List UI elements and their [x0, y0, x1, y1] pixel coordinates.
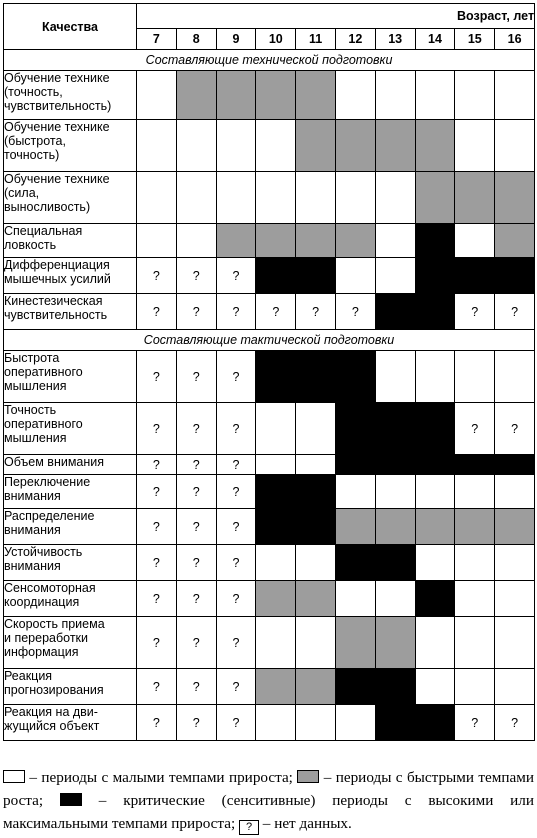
cell-slow-growth-age-15: [455, 71, 495, 120]
cell-no-data-age-9: ?: [216, 403, 256, 455]
quality-row: [4, 617, 535, 669]
cell-fast-growth-age-10: [256, 581, 296, 617]
cell-slow-growth-age-11: [296, 455, 336, 475]
cell-no-data-age-8: ?: [176, 475, 216, 509]
cell-critical-age-10: [256, 475, 296, 509]
quality-label: Точность оперативного мышления: [4, 403, 137, 455]
cell-fast-growth-age-15: [455, 509, 495, 545]
section-header-row: [4, 330, 535, 351]
cell-no-data-age-7: ?: [137, 581, 177, 617]
cell-fast-growth-age-16: [495, 224, 535, 258]
cell-no-data-age-8: ?: [176, 294, 216, 330]
cell-fast-growth-age-13: [375, 509, 415, 545]
cell-critical-age-14: [415, 224, 455, 258]
cell-fast-growth-age-11: [296, 120, 336, 172]
cell-slow-growth-age-16: [495, 71, 535, 120]
cell-no-data-age-8: ?: [176, 705, 216, 741]
cell-slow-growth-age-9: [216, 172, 256, 224]
cell-critical-age-14: [415, 294, 455, 330]
cell-slow-growth-age-12: [335, 172, 375, 224]
cell-slow-growth-age-15: [455, 669, 495, 705]
cell-no-data-age-12: ?: [335, 294, 375, 330]
cell-no-data-age-9: ?: [216, 545, 256, 581]
legend-swatch-black: [60, 793, 82, 806]
cell-fast-growth-age-8: [176, 71, 216, 120]
cell-no-data-age-16: ?: [495, 705, 535, 741]
cell-fast-growth-age-10: [256, 71, 296, 120]
cell-fast-growth-age-16: [495, 509, 535, 545]
cell-no-data-age-16: ?: [495, 403, 535, 455]
cell-slow-growth-age-15: [455, 224, 495, 258]
cell-no-data-age-15: ?: [455, 403, 495, 455]
cell-slow-growth-age-15: [455, 475, 495, 509]
cell-fast-growth-age-12: [335, 509, 375, 545]
cell-slow-growth-age-14: [415, 617, 455, 669]
cell-critical-age-11: [296, 475, 336, 509]
section-header-row: [4, 50, 535, 71]
cell-slow-growth-age-16: [495, 581, 535, 617]
cell-critical-age-11: [296, 258, 336, 294]
cell-no-data-age-7: ?: [137, 545, 177, 581]
cell-fast-growth-age-11: [296, 224, 336, 258]
cell-slow-growth-age-11: [296, 403, 336, 455]
quality-label: Кинестезическая чувствительность: [4, 294, 137, 330]
quality-label: Реакция прогнозирования: [4, 669, 137, 705]
cell-fast-growth-age-14: [415, 120, 455, 172]
age-column-header: Возраст, лет: [137, 4, 535, 29]
cell-critical-age-10: [256, 258, 296, 294]
quality-row: [4, 509, 535, 545]
cell-slow-growth-age-13: [375, 224, 415, 258]
quality-label: Сенсомоторная координация: [4, 581, 137, 617]
cell-slow-growth-age-7: [137, 71, 177, 120]
cell-no-data-age-9: ?: [216, 294, 256, 330]
age-header-16: 16: [495, 29, 535, 50]
cell-fast-growth-age-9: [216, 71, 256, 120]
cell-no-data-age-7: ?: [137, 455, 177, 475]
cell-no-data-age-9: ?: [216, 581, 256, 617]
cell-critical-age-14: [415, 403, 455, 455]
quality-label: Быстрота оперативного мышления: [4, 351, 137, 403]
cell-no-data-age-15: ?: [455, 294, 495, 330]
quality-row: [4, 545, 535, 581]
cell-slow-growth-age-7: [137, 224, 177, 258]
cell-slow-growth-age-16: [495, 545, 535, 581]
cell-slow-growth-age-15: [455, 351, 495, 403]
quality-row: [4, 669, 535, 705]
cell-critical-age-13: [375, 403, 415, 455]
cell-fast-growth-age-12: [335, 120, 375, 172]
cell-no-data-age-9: ?: [216, 617, 256, 669]
cell-no-data-age-7: ?: [137, 475, 177, 509]
cell-critical-age-12: [335, 403, 375, 455]
quality-label: Обучение технике (сила, выносливость): [4, 172, 137, 224]
cell-no-data-age-9: ?: [216, 475, 256, 509]
cell-no-data-age-7: ?: [137, 403, 177, 455]
cell-slow-growth-age-14: [415, 351, 455, 403]
quality-row: [4, 475, 535, 509]
cell-slow-growth-age-8: [176, 224, 216, 258]
cell-slow-growth-age-14: [415, 475, 455, 509]
quality-label: Распределение внимания: [4, 509, 137, 545]
cell-critical-age-12: [335, 455, 375, 475]
quality-row: [4, 120, 535, 172]
cell-fast-growth-age-14: [415, 172, 455, 224]
cell-slow-growth-age-7: [137, 120, 177, 172]
cell-critical-age-12: [335, 545, 375, 581]
cell-slow-growth-age-13: [375, 71, 415, 120]
qualities-column-header: Качества: [4, 4, 137, 50]
cell-slow-growth-age-15: [455, 581, 495, 617]
age-header-15: 15: [455, 29, 495, 50]
quality-label: Переключение внимания: [4, 475, 137, 509]
cell-no-data-age-8: ?: [176, 669, 216, 705]
cell-slow-growth-age-12: [335, 475, 375, 509]
section-title: Составляющие тактической подготовки: [4, 330, 535, 351]
cell-no-data-age-9: ?: [216, 258, 256, 294]
cell-slow-growth-age-11: [296, 705, 336, 741]
age-header-14: 14: [415, 29, 455, 50]
cell-slow-growth-age-14: [415, 71, 455, 120]
cell-critical-age-14: [415, 258, 455, 294]
cell-fast-growth-age-11: [296, 581, 336, 617]
age-qualities-table: [3, 3, 535, 741]
quality-label: Устойчивость внимания: [4, 545, 137, 581]
cell-no-data-age-7: ?: [137, 294, 177, 330]
cell-critical-age-11: [296, 351, 336, 403]
quality-label: Объем внимания: [4, 455, 137, 475]
cell-slow-growth-age-16: [495, 351, 535, 403]
cell-fast-growth-age-14: [415, 509, 455, 545]
legend-gray-text: – периоды с быстрыми темпами роста;: [3, 769, 534, 809]
cell-no-data-age-7: ?: [137, 617, 177, 669]
cell-slow-growth-age-16: [495, 669, 535, 705]
cell-slow-growth-age-14: [415, 545, 455, 581]
cell-slow-growth-age-16: [495, 120, 535, 172]
cell-slow-growth-age-10: [256, 403, 296, 455]
age-header-8: 8: [176, 29, 216, 50]
legend-white-text: – периоды с малыми темпами прироста;: [25, 769, 298, 786]
quality-row: [4, 258, 535, 294]
quality-label: Реакция на дви- жущийся объект: [4, 705, 137, 741]
cell-slow-growth-age-16: [495, 617, 535, 669]
cell-no-data-age-8: ?: [176, 351, 216, 403]
cell-critical-age-12: [335, 669, 375, 705]
cell-slow-growth-age-10: [256, 172, 296, 224]
cell-slow-growth-age-10: [256, 455, 296, 475]
quality-row: [4, 71, 535, 120]
cell-no-data-age-9: ?: [216, 705, 256, 741]
legend-black-text: – критические (сенситивные) периоды с высокими или максимальными темпами прироста;: [3, 792, 535, 832]
cell-critical-age-14: [415, 581, 455, 617]
cell-slow-growth-age-14: [415, 669, 455, 705]
cell-critical-age-13: [375, 545, 415, 581]
legend: [3, 766, 534, 835]
cell-no-data-age-8: ?: [176, 617, 216, 669]
age-header-7: 7: [137, 29, 177, 50]
age-header-12: 12: [335, 29, 375, 50]
cell-critical-age-15: [455, 455, 495, 475]
quality-row: [4, 172, 535, 224]
cell-no-data-age-16: ?: [495, 294, 535, 330]
quality-row: [4, 705, 535, 741]
cell-no-data-age-7: ?: [137, 509, 177, 545]
age-header-10: 10: [256, 29, 296, 50]
quality-row: [4, 581, 535, 617]
quality-label: Дифференциация мышечных усилий: [4, 258, 137, 294]
quality-label: Обучение технике (быстрота, точность): [4, 120, 137, 172]
cell-slow-growth-age-15: [455, 545, 495, 581]
age-header-11: 11: [296, 29, 336, 50]
cell-fast-growth-age-11: [296, 669, 336, 705]
cell-fast-growth-age-12: [335, 617, 375, 669]
cell-fast-growth-age-16: [495, 172, 535, 224]
cell-slow-growth-age-13: [375, 351, 415, 403]
cell-critical-age-13: [375, 705, 415, 741]
cell-slow-growth-age-8: [176, 120, 216, 172]
cell-critical-age-13: [375, 294, 415, 330]
cell-critical-age-13: [375, 455, 415, 475]
cell-fast-growth-age-10: [256, 224, 296, 258]
quality-row: [4, 294, 535, 330]
quality-label: Скорость приема и переработки информация: [4, 617, 137, 669]
cell-fast-growth-age-11: [296, 71, 336, 120]
cell-slow-growth-age-11: [296, 172, 336, 224]
cell-fast-growth-age-12: [335, 224, 375, 258]
quality-row: [4, 351, 535, 403]
cell-slow-growth-age-11: [296, 617, 336, 669]
cell-no-data-age-9: ?: [216, 669, 256, 705]
legend-swatch-white: [3, 770, 25, 783]
legend-swatch-gray: [297, 770, 319, 783]
cell-slow-growth-age-10: [256, 120, 296, 172]
cell-fast-growth-age-15: [455, 172, 495, 224]
cell-no-data-age-8: ?: [176, 455, 216, 475]
cell-slow-growth-age-12: [335, 258, 375, 294]
cell-fast-growth-age-13: [375, 120, 415, 172]
cell-no-data-age-8: ?: [176, 509, 216, 545]
cell-no-data-age-7: ?: [137, 705, 177, 741]
cell-no-data-age-8: ?: [176, 403, 216, 455]
cell-fast-growth-age-9: [216, 224, 256, 258]
cell-critical-age-14: [415, 455, 455, 475]
age-qualities-table-container: [3, 3, 534, 741]
cell-slow-growth-age-13: [375, 475, 415, 509]
quality-label: Обучение технике (точность, чувствительность): [4, 71, 137, 120]
cell-slow-growth-age-12: [335, 581, 375, 617]
legend-swatch-question: ?: [239, 820, 259, 835]
quality-row: [4, 455, 535, 475]
cell-critical-age-10: [256, 351, 296, 403]
cell-no-data-age-9: ?: [216, 509, 256, 545]
cell-critical-age-11: [296, 509, 336, 545]
cell-critical-age-10: [256, 509, 296, 545]
cell-no-data-age-8: ?: [176, 545, 216, 581]
cell-no-data-age-8: ?: [176, 581, 216, 617]
cell-slow-growth-age-10: [256, 705, 296, 741]
cell-slow-growth-age-10: [256, 545, 296, 581]
cell-no-data-age-7: ?: [137, 669, 177, 705]
cell-slow-growth-age-16: [495, 475, 535, 509]
cell-slow-growth-age-15: [455, 617, 495, 669]
age-header-9: 9: [216, 29, 256, 50]
legend-q-text: – нет данных.: [259, 815, 352, 832]
cell-slow-growth-age-9: [216, 120, 256, 172]
cell-slow-growth-age-10: [256, 617, 296, 669]
quality-row: [4, 224, 535, 258]
cell-no-data-age-8: ?: [176, 258, 216, 294]
cell-fast-growth-age-10: [256, 669, 296, 705]
cell-slow-growth-age-15: [455, 120, 495, 172]
cell-no-data-age-7: ?: [137, 258, 177, 294]
cell-no-data-age-7: ?: [137, 351, 177, 403]
cell-slow-growth-age-12: [335, 705, 375, 741]
cell-critical-age-14: [415, 705, 455, 741]
cell-slow-growth-age-11: [296, 545, 336, 581]
section-title: Составляющие технической подготовки: [4, 50, 535, 71]
cell-no-data-age-11: ?: [296, 294, 336, 330]
quality-row: [4, 403, 535, 455]
cell-critical-age-16: [495, 455, 535, 475]
cell-fast-growth-age-13: [375, 617, 415, 669]
cell-critical-age-16: [495, 258, 535, 294]
cell-slow-growth-age-12: [335, 71, 375, 120]
cell-no-data-age-10: ?: [256, 294, 296, 330]
cell-critical-age-13: [375, 669, 415, 705]
cell-slow-growth-age-13: [375, 581, 415, 617]
cell-no-data-age-9: ?: [216, 455, 256, 475]
cell-critical-age-15: [455, 258, 495, 294]
cell-slow-growth-age-13: [375, 172, 415, 224]
age-header-13: 13: [375, 29, 415, 50]
cell-slow-growth-age-8: [176, 172, 216, 224]
cell-no-data-age-9: ?: [216, 351, 256, 403]
cell-no-data-age-15: ?: [455, 705, 495, 741]
cell-critical-age-12: [335, 351, 375, 403]
cell-slow-growth-age-7: [137, 172, 177, 224]
cell-slow-growth-age-13: [375, 258, 415, 294]
quality-label: Специальная ловкость: [4, 224, 137, 258]
